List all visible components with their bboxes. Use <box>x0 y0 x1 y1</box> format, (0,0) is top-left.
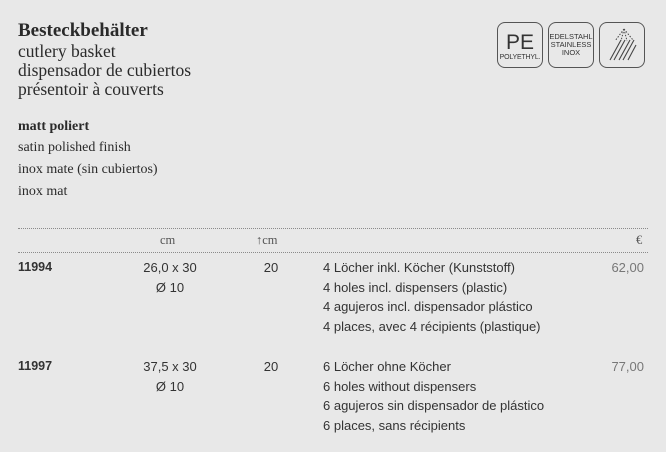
divider-header <box>18 252 648 253</box>
description-es: 6 agujeros sin dispensador de plástico <box>323 398 545 413</box>
description-de: 6 Löcher ohne Köcher <box>323 359 451 374</box>
article-number: 11994 <box>18 260 53 274</box>
dishwasher-icon <box>599 22 645 68</box>
header-height <box>256 233 278 248</box>
steel-label-en: STAINLESS <box>550 40 592 49</box>
description <box>323 258 541 336</box>
polyethylene-badge <box>497 22 543 68</box>
size-cell <box>120 258 220 297</box>
description-de: 4 Löcher inkl. Köcher (Kunststoff) <box>323 260 515 275</box>
product-title-en: cutlery basket <box>18 41 116 61</box>
steel-label-de: EDELSTAHL <box>549 32 593 41</box>
finish-en: satin polished finish <box>18 140 131 155</box>
size-cell <box>120 357 220 396</box>
description-es: 4 agujeros incl. dispensador plástico <box>323 299 533 314</box>
description-en: 6 holes without dispensers <box>323 378 477 394</box>
article-number: 11997 <box>18 359 53 373</box>
finish-es: inox mate (sin cubiertos) <box>18 162 158 177</box>
dishwasher-spray-icon <box>604 27 640 63</box>
finish-fr: inox mat <box>18 184 68 199</box>
price: 77,00 <box>611 359 644 374</box>
pe-label: PE <box>505 30 534 54</box>
steel-label-fr: INOX <box>561 48 581 57</box>
finish-block <box>18 117 158 203</box>
description-fr: 6 places, sans récipients <box>323 417 466 433</box>
product-title-es: dispensador de cubiertos <box>18 60 192 80</box>
up-arrow-icon: ↑ <box>256 233 263 247</box>
finish-title: matt poliert <box>18 119 90 134</box>
description-en: 4 holes incl. dispensers (plastic) <box>323 279 508 295</box>
height-value: 20 <box>263 359 279 374</box>
description-fr: 4 places, avec 4 récipients (plastique) <box>323 318 541 334</box>
description <box>323 357 544 435</box>
header-currency: € <box>636 233 643 247</box>
divider-top <box>18 228 648 229</box>
material-badges <box>497 22 645 68</box>
product-title-block <box>18 20 191 99</box>
product-title: Besteckbehälter <box>18 20 148 41</box>
dimensions: 26,0 x 30 <box>143 260 197 275</box>
diameter: Ø 10 <box>155 378 185 394</box>
height-value: 20 <box>263 260 279 275</box>
price: 62,00 <box>611 260 644 275</box>
dimensions: 37,5 x 30 <box>143 359 197 374</box>
header-size-unit: cm <box>160 233 176 247</box>
header-height-unit: cm <box>262 233 278 247</box>
polyethyl-label: POLYETHYL. <box>499 53 541 61</box>
stainless-steel-badge <box>548 22 594 68</box>
diameter: Ø 10 <box>155 279 185 295</box>
product-title-fr: présentoir à couverts <box>18 79 164 99</box>
